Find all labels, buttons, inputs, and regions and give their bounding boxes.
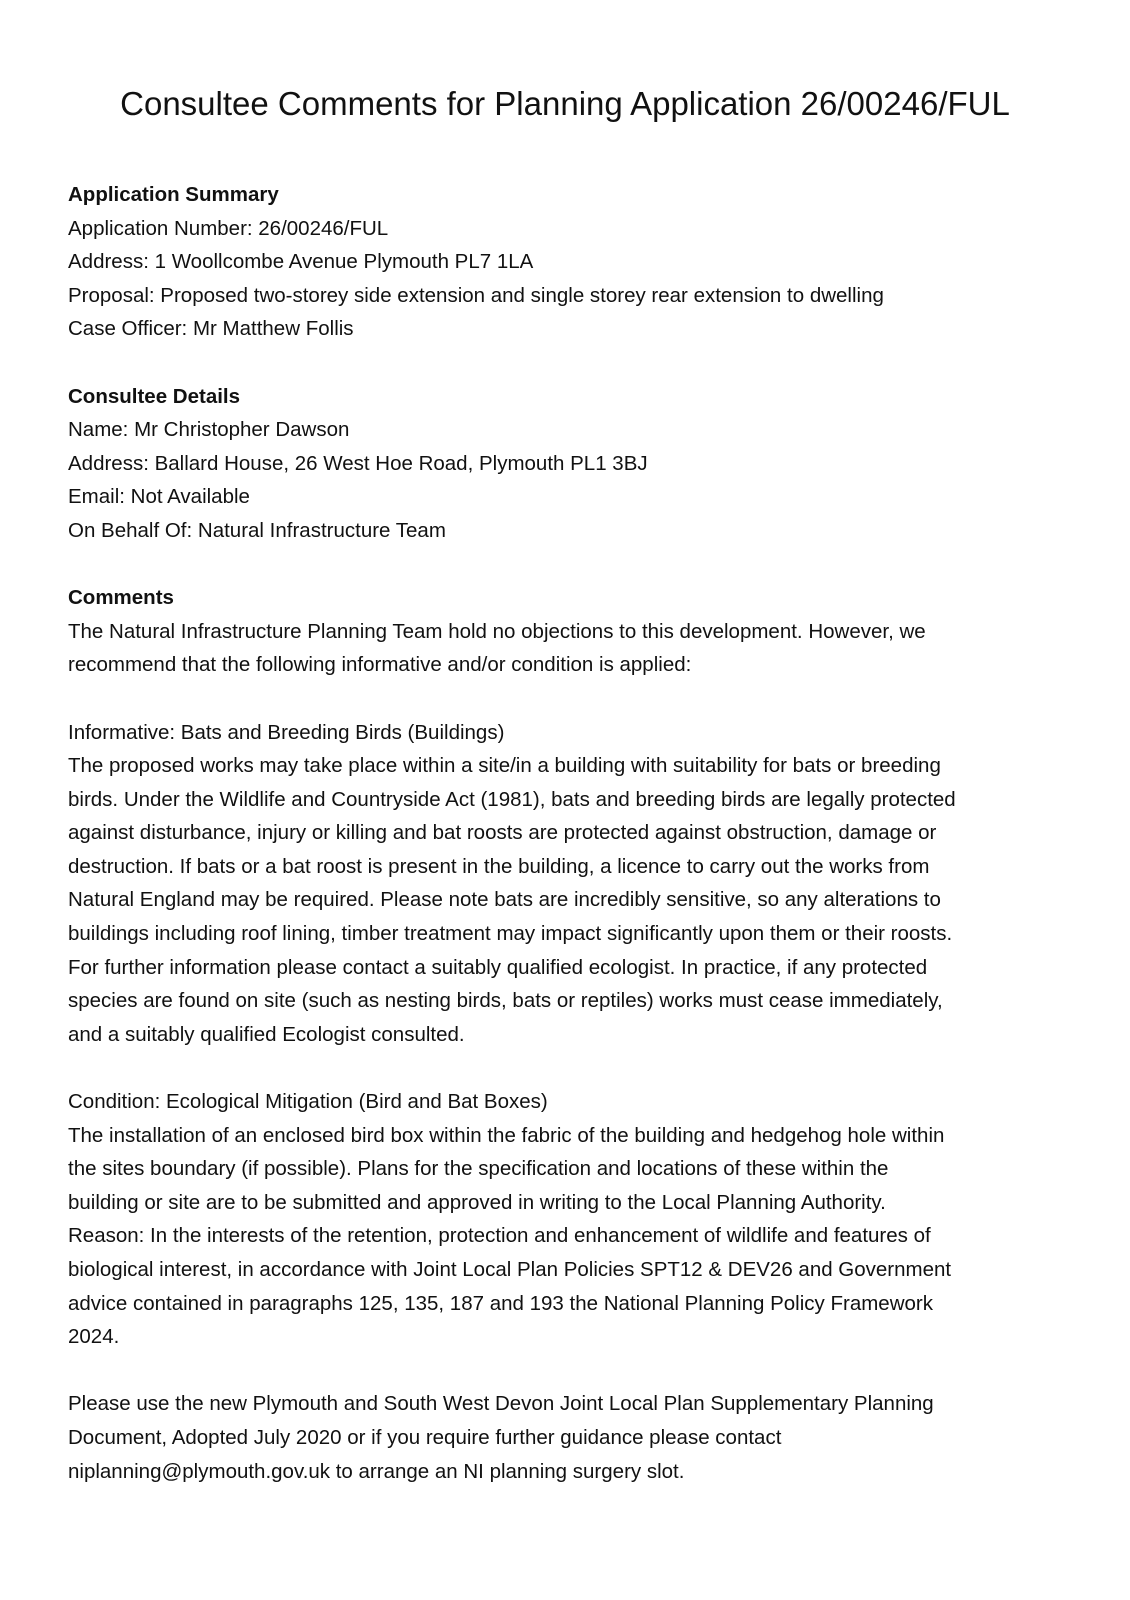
consultee-address-line: Address: Ballard House, 26 West Hoe Road, Plymouth PL1 3BJ	[68, 451, 648, 475]
paragraph-line: buildings including roof lining, timber treatment may impact significantly upon them or their roosts.	[68, 922, 953, 946]
paragraph-line: recommend that the following informative and/or condition is applied:	[68, 653, 692, 677]
case-officer-line: Case Officer: Mr Matthew Follis	[68, 317, 354, 341]
application-number-line: Application Number: 26/00246/FUL	[68, 216, 389, 240]
document-body	[68, 178, 1068, 1522]
consultee-details-heading: Consultee Details	[68, 384, 241, 408]
informative-paragraph	[68, 716, 1068, 1052]
paragraph-line: 2024.	[68, 1325, 120, 1349]
consultee-name-line: Name: Mr Christopher Dawson	[68, 418, 350, 442]
paragraph-line: Document, Adopted July 2020 or if you require further guidance please contact	[68, 1425, 782, 1449]
consultee-details-section	[68, 380, 1068, 548]
paragraph-line: and a suitably qualified Ecologist consulted.	[68, 1022, 465, 1046]
paragraph-line: advice contained in paragraphs 125, 135, 187 and 193 the National Planning Policy Framework	[68, 1291, 933, 1315]
condition-title: Condition: Ecological Mitigation (Bird and Bat Boxes)	[68, 1090, 548, 1114]
paragraph-line: birds. Under the Wildlife and Countryside Act (1981), bats and breeding birds are legally protected	[68, 787, 956, 811]
paragraph-line: destruction. If bats or a bat roost is present in the building, a licence to carry out the works from	[68, 854, 930, 878]
application-proposal-line: Proposal: Proposed two-storey side extension and single storey rear extension to dwelling	[68, 283, 884, 307]
paragraph-line: The proposed works may take place within a site/in a building with suitability for bats or breeding	[68, 754, 941, 778]
comments-section	[68, 581, 1068, 1488]
paragraph-line: The Natural Infrastructure Planning Team hold no objections to this development. However, we	[68, 619, 926, 643]
paragraph-line: Natural England may be required. Please note bats are incredibly sensitive, so any alterations to	[68, 888, 941, 912]
page-title: Consultee Comments for Planning Application 26/00246/FUL	[120, 85, 1010, 122]
consultee-on-behalf-line: On Behalf Of: Natural Infrastructure Team	[68, 518, 446, 542]
paragraph-line: For further information please contact a suitably qualified ecologist. In practice, if any protected	[68, 955, 928, 979]
guidance-paragraph	[68, 1387, 1068, 1488]
comments-heading: Comments	[68, 586, 174, 610]
comments-intro-paragraph	[68, 615, 1068, 682]
contact-email-line: niplanning@plymouth.gov.uk to arrange an NI planning surgery slot.	[68, 1459, 685, 1483]
informative-title: Informative: Bats and Breeding Birds (Buildings)	[68, 720, 505, 744]
paragraph-line: Please use the new Plymouth and South West Devon Joint Local Plan Supplementary Planning	[68, 1392, 934, 1416]
paragraph-line: the sites boundary (if possible). Plans for the specification and locations of these within the	[68, 1157, 889, 1181]
application-summary-heading: Application Summary	[68, 183, 279, 206]
paragraph-line: against disturbance, injury or killing and bat roosts are protected against obstruction, damage or	[68, 821, 937, 845]
condition-paragraph	[68, 1085, 1068, 1354]
paragraph-line: Reason: In the interests of the retention, protection and enhancement of wildlife and features of	[68, 1224, 931, 1248]
application-address-line: Address: 1 Woollcombe Avenue Plymouth PL7 1LA	[68, 250, 534, 274]
paragraph-line: species are found on site (such as nesting birds, bats or reptiles) works must cease immediately,	[68, 989, 943, 1013]
paragraph-line: biological interest, in accordance with Joint Local Plan Policies SPT12 & DEV26 and Government	[68, 1258, 952, 1281]
paragraph-line: The installation of an enclosed bird box within the fabric of the building and hedgehog hole within	[68, 1123, 945, 1147]
application-summary-section	[68, 178, 1068, 346]
paragraph-line: building or site are to be submitted and approved in writing to the Local Planning Authority.	[68, 1190, 886, 1214]
consultee-email-line: Email: Not Available	[68, 485, 250, 509]
